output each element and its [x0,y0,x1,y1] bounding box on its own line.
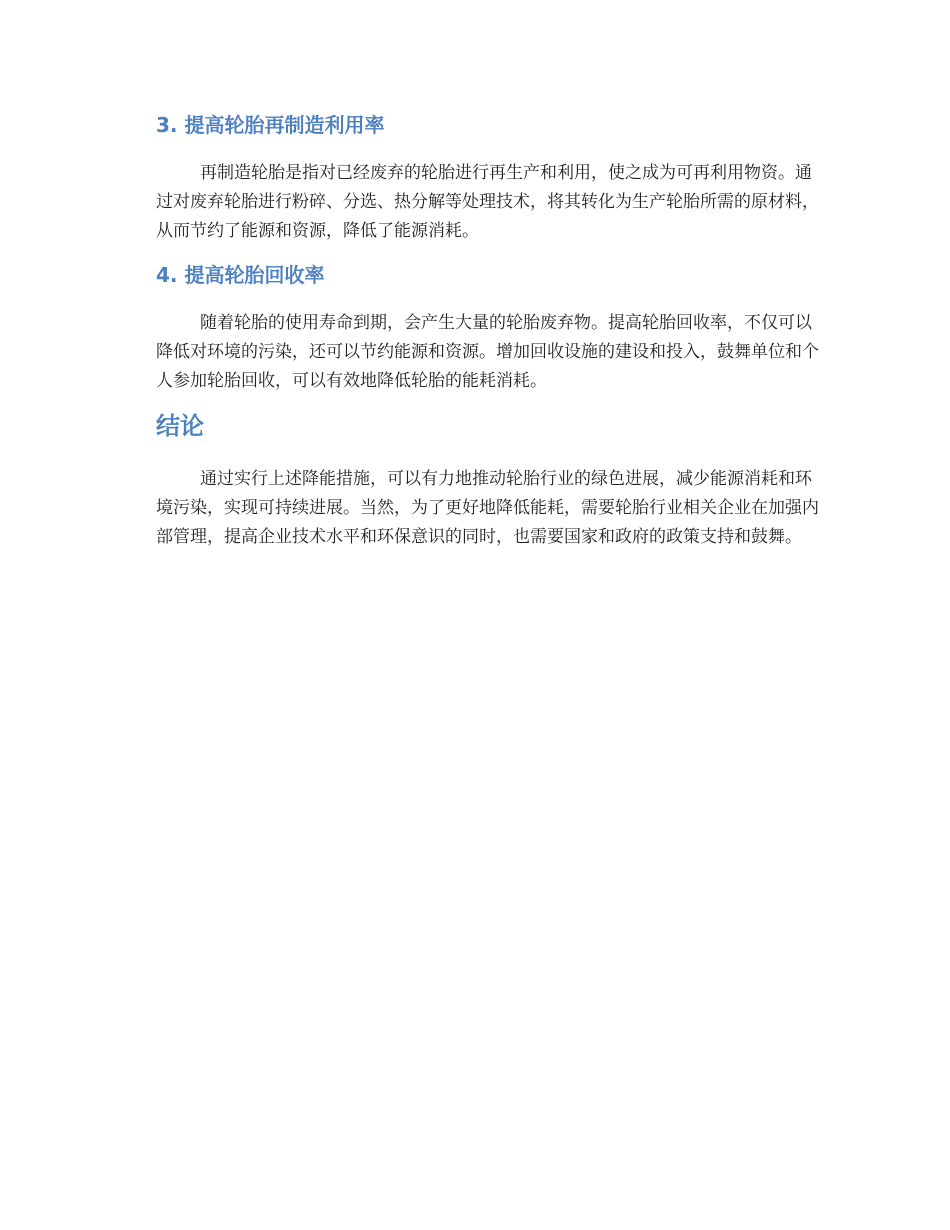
section-heading-3: 3. 提高轮胎再制造利用率 [156,113,385,137]
paragraph-line: 通过实行上述降能措施，可以有力地推动轮胎行业的绿色进展，减少能源消耗和环 [200,469,812,489]
conclusion-heading: 结论 [156,412,204,440]
paragraph-line: 降低对环境的污染，还可以节约能源和资源。增加回收设施的建设和投入，鼓舞单位和个 [156,342,819,362]
paragraph-line: 境污染，实现可持续进展。当然，为了更好地降低能耗，需要轮胎行业相关企业在加强内 [156,498,819,518]
paragraph-line: 人参加轮胎回收，可以有效地降低轮胎的能耗消耗。 [156,371,547,391]
paragraph-line: 过对废弃轮胎进行粉碎、分选、热分解等处理技术，将其转化为生产轮胎所需的原材料， [156,192,819,212]
paragraph-line: 部管理，提高企业技术水平和环保意识的同时，也需要国家和政府的政策支持和鼓舞。 [156,527,802,547]
paragraph-line: 从而节约了能源和资源，降低了能源消耗。 [156,221,479,241]
conclusion-paragraph [112,465,838,552]
section-paragraph-4 [112,309,838,396]
section-paragraph-3 [112,159,838,246]
document-content [112,108,838,552]
paragraph-line: 再制造轮胎是指对已经废弃的轮胎进行再生产和利用，使之成为可再利用物资。通 [200,163,812,183]
section-heading-4: 4. 提高轮胎回收率 [156,263,325,287]
paragraph-line: 随着轮胎的使用寿命到期，会产生大量的轮胎废弃物。提高轮胎回收率，不仅可以 [200,313,812,333]
